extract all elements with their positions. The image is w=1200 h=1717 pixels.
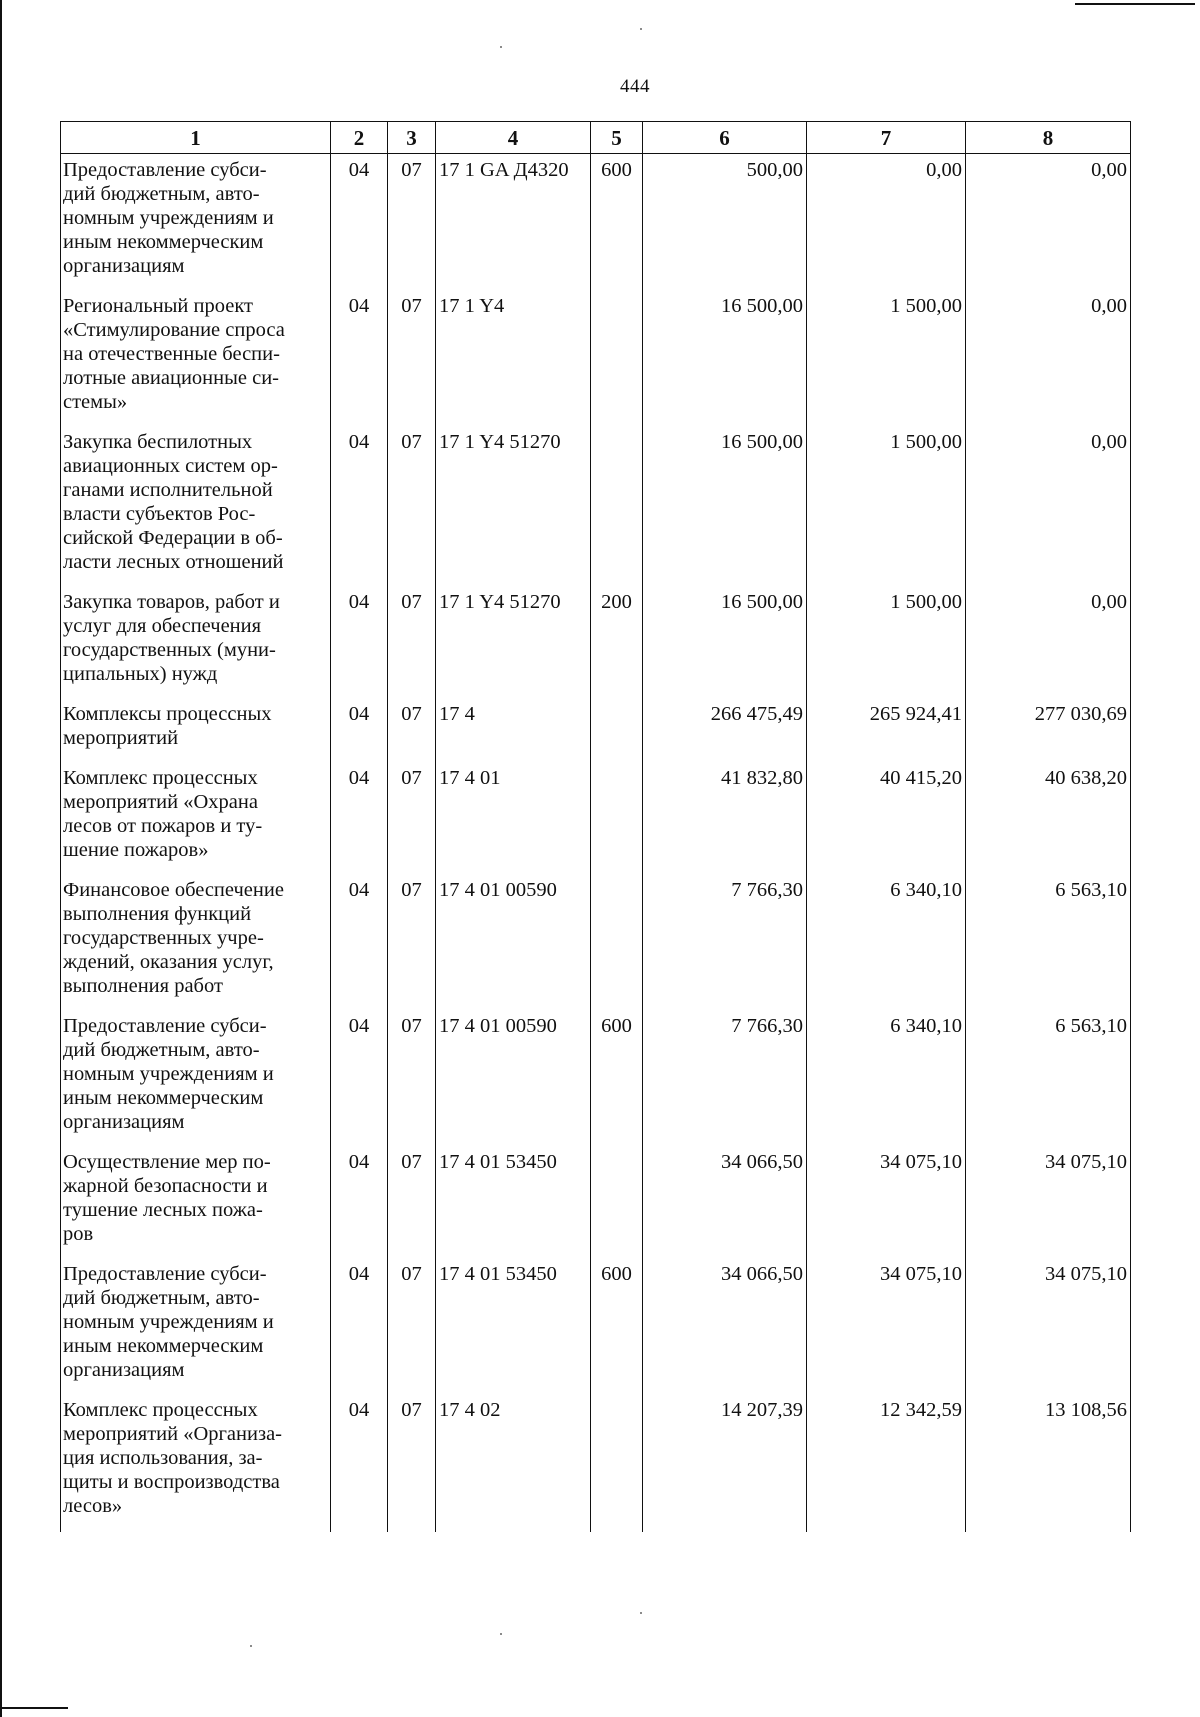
target-article-code: 17 1 Y4 51270: [436, 426, 591, 586]
item-name: Комплекс процессных мероприятий «Организа- ция использования, за- щиты и воспроизводства лесов»: [61, 1394, 331, 1532]
amount-col-8: 277 030,69: [966, 698, 1131, 762]
table-row: [61, 1010, 1131, 1146]
subsection-code: 07: [388, 762, 436, 874]
amount-col-8: 34 075,10: [966, 1258, 1131, 1394]
expense-type-code: 600: [591, 1010, 643, 1146]
amount-col-6: 7 766,30: [643, 1010, 807, 1146]
item-name: Комплекс процессных мероприятий «Охрана лесов от пожаров и ту- шение пожаров»: [61, 762, 331, 874]
target-article-code: 17 4 01: [436, 762, 591, 874]
amount-col-6: 16 500,00: [643, 426, 807, 586]
scan-edge-bottom-left: [0, 1707, 68, 1709]
subsection-code: 07: [388, 1394, 436, 1532]
target-article-code: 17 4 01 53450: [436, 1258, 591, 1394]
section-code: 04: [331, 874, 388, 1010]
column-header-3: 3: [388, 122, 436, 154]
expense-type-code: 600: [591, 1258, 643, 1394]
scan-edge-top-right: [1075, 3, 1195, 5]
amount-col-8: 0,00: [966, 586, 1131, 698]
amount-col-7: 1 500,00: [807, 290, 966, 426]
expense-type-code: 600: [591, 154, 643, 291]
subsection-code: 07: [388, 1010, 436, 1146]
subsection-code: 07: [388, 874, 436, 1010]
amount-col-6: 16 500,00: [643, 290, 807, 426]
table-row: [61, 1258, 1131, 1394]
table-row: [61, 426, 1131, 586]
page-number: 444: [620, 76, 650, 97]
table-row: [61, 698, 1131, 762]
section-code: 04: [331, 1394, 388, 1532]
amount-col-7: 34 075,10: [807, 1146, 966, 1258]
section-code: 04: [331, 698, 388, 762]
column-header-4: 4: [436, 122, 591, 154]
scan-speck: [500, 1633, 502, 1635]
column-header-2: 2: [331, 122, 388, 154]
amount-col-8: 0,00: [966, 154, 1131, 291]
item-name: Предоставление субси- дий бюджетным, авто- номным учреждениям и иным некоммерческим организациям: [61, 154, 331, 291]
amount-col-7: 34 075,10: [807, 1258, 966, 1394]
amount-col-7: 12 342,59: [807, 1394, 966, 1532]
budget-table: [60, 121, 1131, 1532]
table-body: [61, 154, 1131, 1533]
amount-col-7: 0,00: [807, 154, 966, 291]
subsection-code: 07: [388, 1258, 436, 1394]
amount-col-6: 34 066,50: [643, 1258, 807, 1394]
table-row: [61, 586, 1131, 698]
expense-type-code: [591, 762, 643, 874]
expense-type-code: 200: [591, 586, 643, 698]
item-name: Региональный проект «Стимулирование спроса на отечественные беспи- лотные авиационные си- стемы»: [61, 290, 331, 426]
amount-col-7: 6 340,10: [807, 1010, 966, 1146]
section-code: 04: [331, 154, 388, 291]
section-code: 04: [331, 586, 388, 698]
scan-speck: [500, 46, 502, 48]
item-name: Комплексы процессных мероприятий: [61, 698, 331, 762]
amount-col-7: 40 415,20: [807, 762, 966, 874]
section-code: 04: [331, 1146, 388, 1258]
table-row: [61, 762, 1131, 874]
amount-col-8: 34 075,10: [966, 1146, 1131, 1258]
scan-speck: [640, 1612, 642, 1614]
target-article-code: 17 4 01 00590: [436, 1010, 591, 1146]
amount-col-8: 6 563,10: [966, 1010, 1131, 1146]
expense-type-code: [591, 698, 643, 762]
scan-speck: [250, 1645, 252, 1647]
item-name: Предоставление субси- дий бюджетным, авто- номным учреждениям и иным некоммерческим организациям: [61, 1258, 331, 1394]
target-article-code: 17 1 GA Д4320: [436, 154, 591, 291]
expense-type-code: [591, 1394, 643, 1532]
header-row: [61, 122, 1131, 154]
amount-col-8: 40 638,20: [966, 762, 1131, 874]
section-code: 04: [331, 1258, 388, 1394]
amount-col-6: 500,00: [643, 154, 807, 291]
item-name: Осуществление мер по- жарной безопасности и тушение лесных пожа- ров: [61, 1146, 331, 1258]
section-code: 04: [331, 290, 388, 426]
subsection-code: 07: [388, 154, 436, 291]
target-article-code: 17 1 Y4 51270: [436, 586, 591, 698]
amount-col-6: 16 500,00: [643, 586, 807, 698]
item-name: Закупка товаров, работ и услуг для обеспечения государственных (муни- ципальных) нужд: [61, 586, 331, 698]
amount-col-8: 0,00: [966, 290, 1131, 426]
target-article-code: 17 4: [436, 698, 591, 762]
section-code: 04: [331, 1010, 388, 1146]
column-header-6: 6: [643, 122, 807, 154]
amount-col-6: 266 475,49: [643, 698, 807, 762]
expense-type-code: [591, 874, 643, 1010]
table-row: [61, 154, 1131, 291]
table-header: [61, 122, 1131, 154]
amount-col-6: 7 766,30: [643, 874, 807, 1010]
item-name: Предоставление субси- дий бюджетным, авто- номным учреждениям и иным некоммерческим организациям: [61, 1010, 331, 1146]
column-header-1: 1: [61, 122, 331, 154]
amount-col-7: 1 500,00: [807, 586, 966, 698]
target-article-code: 17 4 01 53450: [436, 1146, 591, 1258]
amount-col-8: 6 563,10: [966, 874, 1131, 1010]
item-name: Финансовое обеспечение выполнения функций государственных учре- ждений, оказания услуг, выполнения работ: [61, 874, 331, 1010]
amount-col-6: 41 832,80: [643, 762, 807, 874]
expense-type-code: [591, 426, 643, 586]
table-row: [61, 290, 1131, 426]
expense-type-code: [591, 1146, 643, 1258]
amount-col-8: 0,00: [966, 426, 1131, 586]
column-header-5: 5: [591, 122, 643, 154]
section-code: 04: [331, 762, 388, 874]
expense-type-code: [591, 290, 643, 426]
amount-col-6: 34 066,50: [643, 1146, 807, 1258]
target-article-code: 17 1 Y4: [436, 290, 591, 426]
item-name: Закупка беспилотных авиационных систем ор- ганами исполнительной власти субъектов Рос- сийской Федерации в об- ласти лесных отношений: [61, 426, 331, 586]
target-article-code: 17 4 01 00590: [436, 874, 591, 1010]
amount-col-8: 13 108,56: [966, 1394, 1131, 1532]
amount-col-7: 265 924,41: [807, 698, 966, 762]
section-code: 04: [331, 426, 388, 586]
column-header-8: 8: [966, 122, 1131, 154]
column-header-7: 7: [807, 122, 966, 154]
amount-col-7: 6 340,10: [807, 874, 966, 1010]
subsection-code: 07: [388, 290, 436, 426]
subsection-code: 07: [388, 1146, 436, 1258]
scan-speck: [640, 28, 642, 30]
subsection-code: 07: [388, 586, 436, 698]
table-row: [61, 1394, 1131, 1532]
subsection-code: 07: [388, 426, 436, 586]
target-article-code: 17 4 02: [436, 1394, 591, 1532]
table-row: [61, 1146, 1131, 1258]
amount-col-6: 14 207,39: [643, 1394, 807, 1532]
amount-col-7: 1 500,00: [807, 426, 966, 586]
scan-edge-left: [0, 0, 2, 1717]
subsection-code: 07: [388, 698, 436, 762]
table-row: [61, 874, 1131, 1010]
